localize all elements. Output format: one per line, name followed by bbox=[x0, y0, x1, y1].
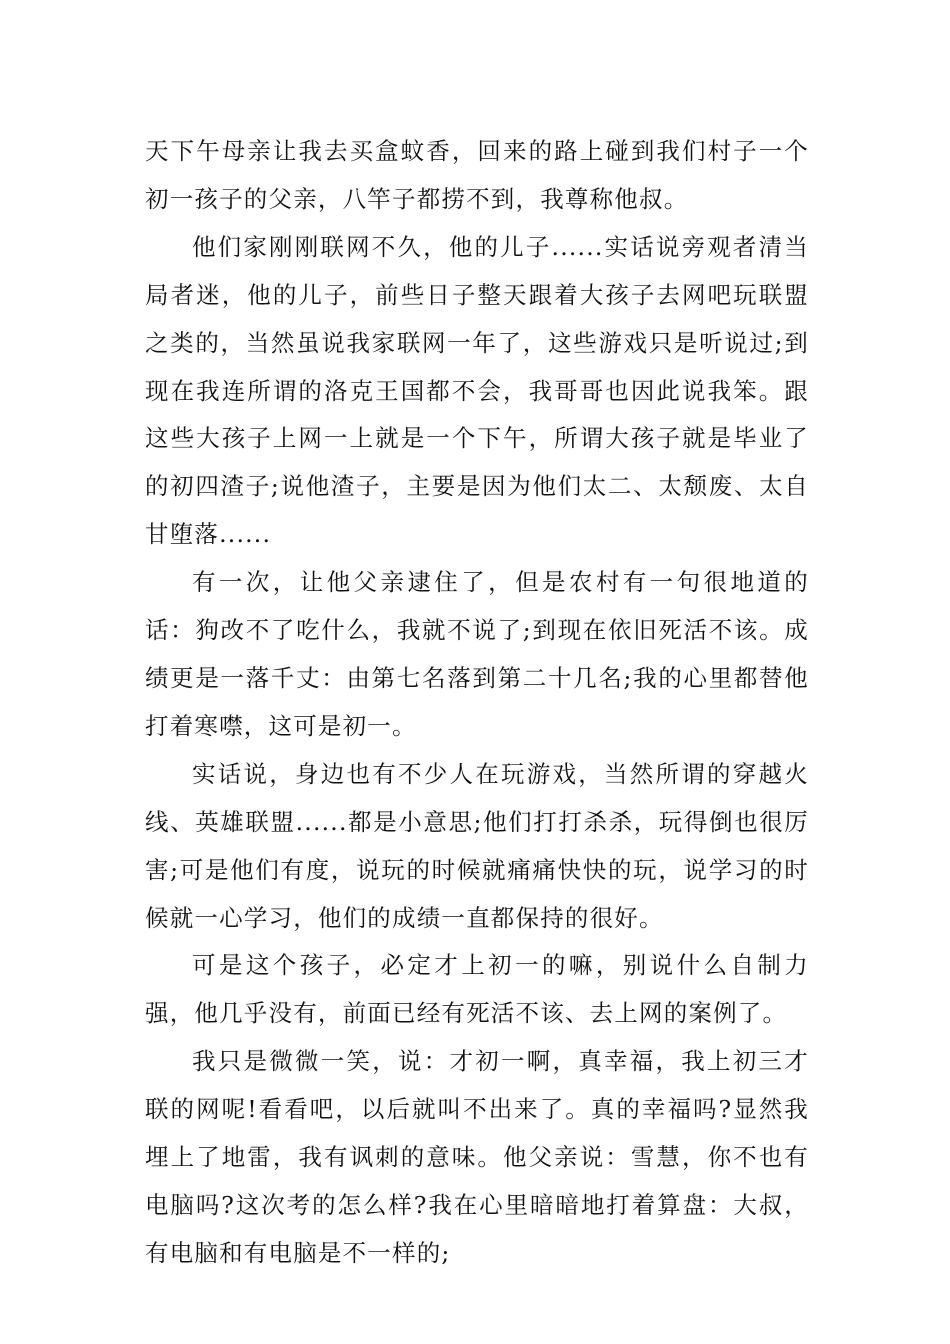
paragraph-2: 他们家刚刚联网不久，他的儿子......实话说旁观者清当局者迷，他的儿子，前些日子整天跟着大孩子去网吧玩联盟之类的，当然虽说我家联网一年了，这些游戏只是听说过;到现在我连所谓的洛克王国都不会，我哥哥也因此说我笨。跟这些大孩子上网一上就是一个下午，所谓大孩子就是毕业了的初四渣子;说他渣子，主要是因为他们太二、太颓废、太自甘堕落...... bbox=[145, 232, 809, 549]
paragraph-6: 我只是微微一笑，说：才初一啊，真幸福，我上初三才联的网呢!看看吧，以后就叫不出来了。真的幸福吗?显然我埋上了地雷，我有讽刺的意味。他父亲说：雪慧，你不也有电脑吗?这次考的怎么样?我在心里暗暗地打着算盘：大叔，有电脑和有电脑是不一样的; bbox=[145, 1047, 809, 1267]
document-body bbox=[145, 128, 809, 1278]
paragraph-3: 有一次，让他父亲逮住了，但是农村有一句很地道的话：狗改不了吃什么，我就不说了;到现在依旧死活不该。成绩更是一落千丈：由第七名落到第二十几名;我的心里都替他打着寒噤，这可是初一。 bbox=[145, 568, 809, 740]
paragraph-4: 实话说，身边也有不少人在玩游戏，当然所谓的穿越火线、英雄联盟......都是小意思;他们打打杀杀，玩得倒也很厉害;可是他们有度，说玩的时候就痛痛快快的玩，说学习的时候就一心学习，他们的成绩一直都保持的很好。 bbox=[145, 759, 809, 932]
paragraph-5: 可是这个孩子，必定才上初一的嘛，别说什么自制力强，他几乎没有，前面已经有死活不该、去上网的案例了。 bbox=[145, 951, 809, 1028]
paragraph-1: 天下午母亲让我去买盒蚊香，回来的路上碰到我们村子一个初一孩子的父亲，八竿子都捞不到，我尊称他叔。 bbox=[145, 137, 809, 213]
